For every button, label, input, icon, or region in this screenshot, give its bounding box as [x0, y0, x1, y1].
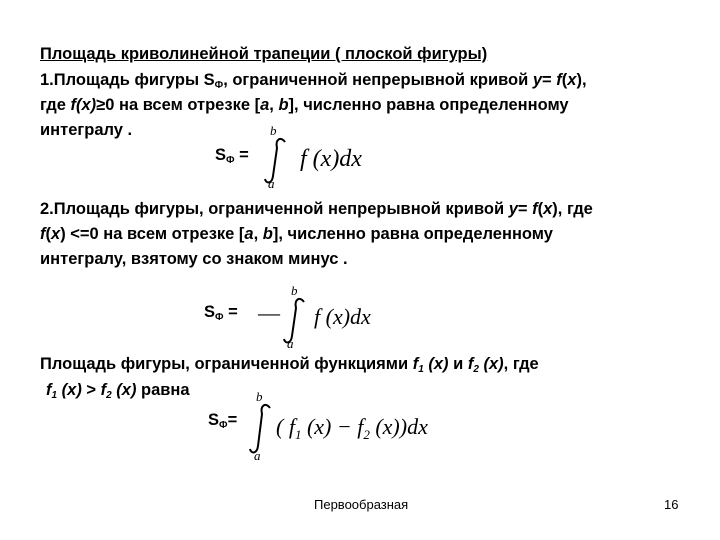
section1-integral-formula — [262, 122, 412, 192]
lower-limit: a — [268, 176, 275, 191]
section2-integral-formula — [258, 282, 418, 352]
section1-area-label: $S_Ф$ = — [215, 146, 249, 166]
section2-line2: f(x) <=0 на всем отрезке [a, b], численно равна определенному — [40, 225, 553, 243]
section2-line3: интегралу, взятому со знаком минус . — [40, 250, 348, 268]
page-title: Площадь криволинейной трапеции ( плоской фигуры) — [40, 45, 488, 63]
section2-line1: 2.Площадь фигуры, ограниченной непрерывной кривой y= f(x), где — [40, 200, 593, 218]
section1-line3: интегралу . — [40, 121, 133, 139]
footer-label: Первообразная — [314, 497, 409, 512]
lower-limit: a — [287, 336, 294, 351]
integrand: ( $f_1$ $(x) - f_2$ (x))dx — [276, 414, 428, 442]
upper-limit: b — [270, 123, 277, 138]
section1-line2: где f(x)≥0 на всем отрезке [a, b], численно равна определенному — [40, 96, 569, 114]
section3-line1: Площадь фигуры, ограниченной функциями $f_1$ (x) и $f_2$ (x), где — [40, 355, 539, 375]
lower-limit: a — [254, 448, 261, 463]
section1-line1: 1.Площадь фигуры $S_Ф$, ограниченной непрерывной кривой y= f(x), — [40, 71, 587, 91]
upper-limit: b — [256, 389, 263, 404]
upper-limit: b — [291, 283, 298, 298]
page-number: 16 — [664, 497, 679, 512]
section3-area-label: $S_Ф=$ — [208, 411, 238, 431]
integral-sign-icon — [250, 405, 270, 453]
integrand: f (x)dx — [314, 304, 371, 329]
integrand: f (x)dx — [300, 146, 362, 172]
section3-line2: $f_1$ $(x) > f_2$ (x) равна — [46, 381, 190, 401]
section3-integral-formula — [250, 388, 510, 464]
minus-sign: — — [258, 300, 280, 325]
section2-area-label: $S_Ф$ = — [204, 303, 238, 323]
